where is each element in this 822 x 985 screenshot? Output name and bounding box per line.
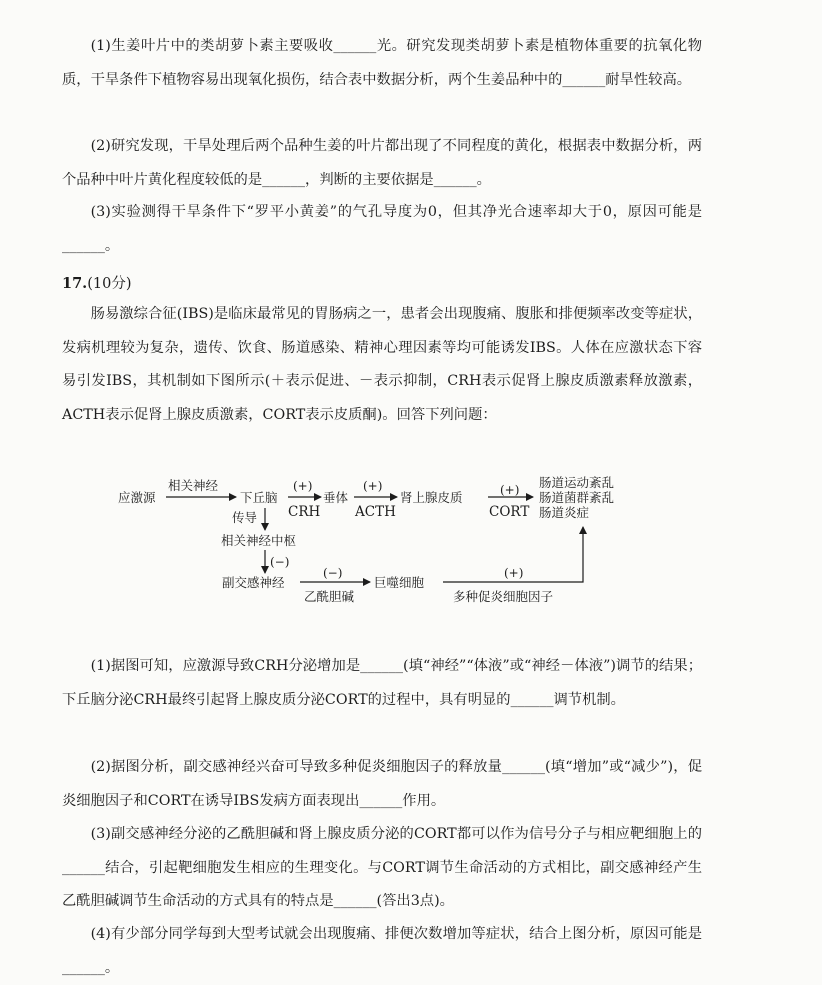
q16-subquestion-1: (1)生姜叶片中的类胡萝卜素主要吸收______光。研究发现类胡萝卜素是植物体重要的抗氧化物质，干旱条件下植物容易出现氧化损伤，结合表中数据分析，两个生姜品种中的______耐旱性较高。	[62, 38, 702, 88]
outcome-flora-disorder: 肠道菌群紊乱	[539, 490, 615, 505]
q16-subquestion-2: (2)研究发现，干旱处理后两个品种生姜的叶片都出现了不同程度的黄化，根据表中数据分析，两个品种中叶片黄化程度较低的是______，判断的主要依据是______。	[62, 138, 702, 188]
outcome-motility-disorder: 肠道运动紊乱	[539, 475, 615, 490]
q17-subquestion-1: (1)据图可知，应激源导致CRH分泌增加是______(填“神经”“体液”或“神经－体液”)调节的结果；下丘脑分泌CRH最终引起肾上腺皮质分泌CORT的过程中，具有明显的______调节机制。	[62, 658, 702, 708]
node-adrenal-cortex: 肾上腺皮质	[400, 490, 463, 505]
label-related-nerve: 相关神经	[168, 478, 219, 493]
sign-plus-acth: (+)	[363, 479, 383, 493]
label-crh: CRH	[288, 504, 321, 520]
q17-number: 17.	[62, 275, 88, 292]
label-acth: ACTH	[355, 504, 396, 520]
q16-subquestion-3: (3)实验测得干旱条件下“罗平小黄姜”的气孔导度为0，但其净光合速率却大于0，原因可能是______。	[62, 204, 702, 254]
outcome-inflammation: 肠道炎症	[539, 505, 590, 520]
sign-plus-cytokines: (+)	[504, 566, 524, 580]
label-acetylcholine: 乙酰胆碱	[304, 589, 355, 604]
q17-subquestion-2: (2)据图分析，副交感神经兴奋可导致多种促炎细胞因子的释放量______(填“增加”或“减少”)，促炎细胞因子和CORT在诱导IBS发病方面表现出______作用。	[62, 759, 702, 809]
label-cytokines: 多种促炎细胞因子	[453, 589, 554, 604]
q17-subquestion-4: (4)有少部分同学每到大型考试就会出现腹痛、排便次数增加等症状，结合上图分析，原因可能是______。	[62, 926, 702, 976]
label-conduct: 传导	[232, 510, 258, 525]
node-parasympathetic: 副交感神经	[222, 575, 285, 590]
node-macrophage: 巨噬细胞	[374, 575, 425, 590]
q17-intro: 肠易激综合征(IBS)是临床最常见的胃肠病之一，患者会出现腹痛、腹胀和排便频率改变等症状，发病机理较为复杂，遗传、饮食、肠道感染、精神心理因素等均可能诱发IBS。人体在应激状态下容易引发IBS，其机制如下图所示(＋表示促进、－表示抑制，CRH表示促肾上腺皮质激素释放激素，ACTH表示促肾上腺皮质激素，CORT表示皮质酮)。回答下列问题：	[62, 306, 702, 423]
sign-plus-cort: (+)	[500, 483, 520, 497]
sign-minus-ach: (−)	[323, 566, 343, 580]
node-hypothalamus: 下丘脑	[240, 490, 278, 505]
sign-minus-center: (−)	[270, 555, 290, 569]
label-cort: CORT	[489, 504, 530, 520]
q17-subquestion-3: (3)副交感神经分泌的乙酰胆碱和肾上腺皮质分泌的CORT都可以作为信号分子与相应靶细胞上的______结合，引起靶细胞发生相应的生理变化。与CORT调节生命活动的方式相比，副交感神经产生乙酰胆碱调节生命活动的方式具有的特点是______(答出3点)。	[62, 826, 702, 909]
node-pituitary: 垂体	[323, 490, 349, 505]
node-nerve-center: 相关神经中枢	[221, 533, 297, 548]
node-stressor: 应激源	[118, 490, 156, 505]
q17-points: (10分)	[87, 276, 132, 292]
sign-plus-crh: (+)	[293, 479, 313, 493]
